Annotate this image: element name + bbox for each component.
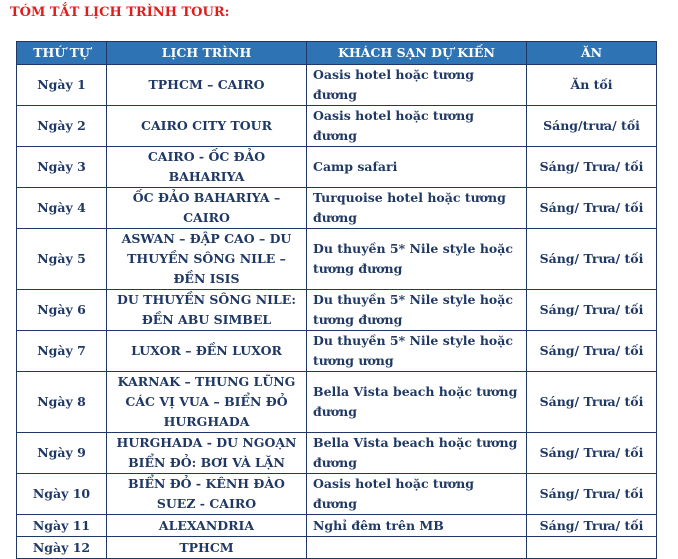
schedule-cell: CAIRO - ỐC ĐẢO BAHARIYA [107,147,307,188]
meals-cell: Sáng/trưa/ tối [527,106,657,147]
meals-cell: Sáng/ Trưa/ tối [527,188,657,229]
day-cell: Ngày 1 [17,65,107,106]
meals-cell: Sáng/ Trưa/ tối [527,147,657,188]
day-cell: Ngày 3 [17,147,107,188]
meals-cell: Sáng/ Trưa/ tối [527,515,657,537]
day-cell: Ngày 10 [17,474,107,515]
table-row [17,433,657,474]
schedule-cell: HURGHADA - DU NGOẠN BIỂN ĐỎ: BƠI VÀ LẶN [107,433,307,474]
table-row [17,474,657,515]
day-cell: Ngày 7 [17,331,107,372]
meals-cell: Sáng/ Trưa/ tối [527,331,657,372]
table-row [17,188,657,229]
hotel-cell: Du thuyền 5* Nile style hoặc tương đương [307,229,527,290]
hotel-cell: Oasis hotel hoặc tương đương [307,474,527,515]
schedule-cell: ASWAN – ĐẬP CAO – DU THUYỀN SÔNG NILE – ĐỀN ISIS [107,229,307,290]
meals-cell [527,537,657,559]
schedule-cell: DU THUYỀN SÔNG NILE: ĐỀN ABU SIMBEL [107,290,307,331]
schedule-cell: LUXOR – ĐỀN LUXOR [107,331,307,372]
day-cell: Ngày 8 [17,372,107,433]
schedule-cell: TPHCM [107,537,307,559]
hotel-cell: Turquoise hotel hoặc tương đương [307,188,527,229]
table-row [17,147,657,188]
day-cell: Ngày 5 [17,229,107,290]
day-cell: Ngày 6 [17,290,107,331]
header-schedule: LỊCH TRÌNH [107,42,307,65]
hotel-cell: Du thuyền 5* Nile style hoặc tương đương [307,290,527,331]
header-hotel: KHÁCH SẠN DỰ KIẾN [307,42,527,65]
schedule-cell: CAIRO CITY TOUR [107,106,307,147]
schedule-cell: KARNAK – THUNG LŨNG CÁC VỊ VUA – BIỂN ĐỎ HURGHADA [107,372,307,433]
table-row [17,229,657,290]
hotel-cell: Bella Vista beach hoặc tương đương [307,372,527,433]
schedule-cell: TPHCM – CAIRO [107,65,307,106]
schedule-cell: ALEXANDRIA [107,515,307,537]
hotel-cell: Nghỉ đêm trên MB [307,515,527,537]
schedule-cell: ỐC ĐẢO BAHARIYA – CAIRO [107,188,307,229]
table-row [17,106,657,147]
header-day: THỨ TỰ [17,42,107,65]
day-cell: Ngày 11 [17,515,107,537]
meals-cell: Sáng/ Trưa/ tối [527,433,657,474]
hotel-cell: Bella Vista beach hoặc tương đương [307,433,527,474]
table-row [17,290,657,331]
meals-cell: Sáng/ Trưa/ tối [527,372,657,433]
meals-cell: Ăn tối [527,65,657,106]
hotel-cell: Du thuyền 5* Nile style hoặc tương ương [307,331,527,372]
hotel-cell: Oasis hotel hoặc tương đương [307,106,527,147]
page-title: TÓM TẮT LỊCH TRÌNH TOUR: [10,5,230,20]
meals-cell: Sáng/ Trưa/ tối [527,290,657,331]
table-row [17,372,657,433]
meals-cell: Sáng/ Trưa/ tối [527,474,657,515]
table-header-row [17,42,657,65]
day-cell: Ngày 9 [17,433,107,474]
header-meals: ĂN [527,42,657,65]
day-cell: Ngày 2 [17,106,107,147]
schedule-cell: BIỂN ĐỎ - KÊNH ĐÀO SUEZ - CAIRO [107,474,307,515]
table-row [17,65,657,106]
day-cell: Ngày 4 [17,188,107,229]
day-cell: Ngày 12 [17,537,107,559]
hotel-cell [307,537,527,559]
tour-schedule-table [16,41,657,559]
table-row [17,537,657,559]
meals-cell: Sáng/ Trưa/ tối [527,229,657,290]
hotel-cell: Camp safari [307,147,527,188]
table-row [17,515,657,537]
hotel-cell: Oasis hotel hoặc tương đương [307,65,527,106]
table-row [17,331,657,372]
